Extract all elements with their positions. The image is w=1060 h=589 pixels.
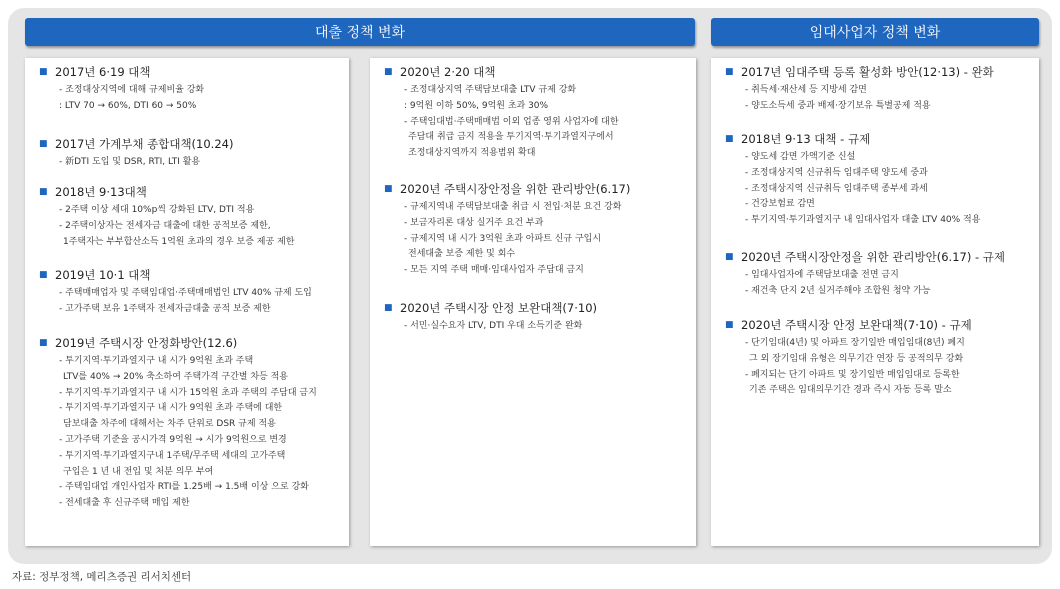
- policy-detail-line: 구입은 1 년 내 전입 및 처분 의무 부여: [63, 466, 214, 477]
- policy-detail-line: - 임대사업자에 주택담보대출 전면 금지: [745, 270, 899, 280]
- policy-detail-line: - 서민·실수요자 LTV, DTI 우대 소득기준 완화: [404, 321, 583, 331]
- policy-title: [711, 250, 1039, 265]
- policy-detail-line: - 주택임대업 개인사업자 RTI를 1.25배 → 1.5배 이상 으로 강화: [59, 482, 309, 493]
- loan-panel-left: [25, 58, 349, 546]
- policy-title: [25, 336, 349, 351]
- square-bullet-icon: ■: [39, 187, 48, 197]
- policy-section: [25, 336, 349, 512]
- policy-detail-line: - 조정대상지역 주택담보대출 LTV 규제 강화: [404, 85, 577, 95]
- policy-detail-line: - 투기지역·투기과열지구 내 시가 15억원 초과 주택의 주담대 금지: [59, 387, 317, 398]
- policy-detail-line: 1주택자는 부부합산소득 1억원 초과의 경우 보증 제공 제한: [63, 236, 295, 247]
- policy-section: [25, 268, 349, 318]
- policy-title-text: 2018년 9·13 대책 - 규제: [741, 132, 871, 146]
- policy-section: [25, 137, 349, 171]
- policy-section: [711, 250, 1039, 300]
- policy-title: [25, 268, 349, 283]
- square-bullet-icon: ■: [384, 184, 393, 194]
- square-bullet-icon: ■: [384, 67, 393, 77]
- policy-title-text: 2020년 주택시장안정을 위한 관리방안(6.17) - 규제: [741, 250, 1006, 264]
- policy-detail-line: - 양도소득세 중과 배제·장기보유 특별공제 적용: [745, 100, 931, 111]
- policy-title-text: 2019년 주택시장 안정화방안(12.6): [55, 336, 238, 350]
- square-bullet-icon: ■: [384, 303, 393, 313]
- source-note: 자료: 정부정책, 메리츠증권 리서치센터: [12, 571, 192, 583]
- policy-detail-line: - 전세대출 후 신규주택 매입 제한: [59, 498, 190, 509]
- square-bullet-icon: ■: [39, 139, 48, 149]
- policy-title: [25, 185, 349, 200]
- policy-title-text: 2020년 주택시장안정을 위한 관리방안(6.17): [400, 182, 631, 196]
- policy-title-text: 2017년 6·19 대책: [55, 65, 151, 79]
- policy-detail-line: - 조정대상지역에 대해 규제비율 강화: [59, 85, 205, 95]
- policy-detail-line: - 조정대상지역 신규취득 임대주택 종부세 과세: [745, 183, 928, 194]
- policy-title: [370, 65, 696, 80]
- policy-title-text: 2017년 임대주택 등록 활성화 방안(12·13) - 완화: [741, 65, 994, 79]
- policy-title: [370, 301, 696, 316]
- rental-panel: [711, 58, 1039, 546]
- policy-detail-line: - 모든 지역 주택 매매·임대사업자 주담대 금지: [404, 265, 584, 276]
- policy-detail-line: - 보금자리론 대상 실거주 요건 부과: [404, 217, 544, 228]
- square-bullet-icon: ■: [725, 67, 734, 77]
- policy-detail-line: - 투기지역·투기과열지구내 1주택/무주택 세대의 고가주택: [59, 450, 286, 461]
- policy-title: [711, 318, 1039, 333]
- policy-section: [711, 318, 1039, 399]
- square-bullet-icon: ■: [39, 338, 48, 348]
- policy-title-text: 2020년 주택시장 안정 보완대책(7·10): [400, 301, 598, 315]
- policy-detail-line: - 건강보험료 감면: [745, 199, 815, 210]
- square-bullet-icon: ■: [725, 134, 734, 144]
- policy-detail-line: 주담대 취급 금지 적용을 투기지역·투기과열지구에서: [408, 132, 614, 143]
- policy-detail-line: - 조정대상지역 신규취득 임대주택 양도세 중과: [745, 167, 928, 178]
- policy-detail-line: - 주택임대법·주택매매법 이외 업종 영위 사업자에 대한: [404, 116, 619, 127]
- policy-title-text: 2017년 가계부채 종합대책(10.24): [55, 137, 234, 151]
- policy-detail-line: - 新DTI 도입 및 DSR, RTI, LTI 활용: [59, 157, 201, 167]
- policy-detail-line: - 2주택 이상 세대 10%p씩 강화된 LTV, DTI 적용: [59, 205, 255, 215]
- policy-section: [370, 301, 696, 335]
- policy-title: [25, 65, 349, 80]
- policy-section: [370, 65, 696, 162]
- loan-panel-right: [370, 58, 696, 546]
- policy-title: [711, 132, 1039, 147]
- policy-detail-line: - 취득세·재산세 등 지방세 감면: [745, 85, 867, 95]
- policy-detail-line: - 투기지역·투기과열지구 내 임대사업자 대출 LTV 40% 적용: [745, 215, 981, 226]
- policy-detail-line: : LTV 70 → 60%, DTI 60 → 50%: [59, 100, 197, 111]
- policy-detail-line: LTV를 40% → 20% 축소하여 주택가격 구간별 차등 적용: [63, 371, 288, 382]
- policy-title: [25, 137, 349, 152]
- square-bullet-icon: ■: [39, 67, 48, 77]
- policy-title-text: 2020년 주택시장 안정 보완대책(7·10) - 규제: [741, 318, 972, 332]
- policy-title: [370, 182, 696, 197]
- policy-detail-line: 전세대출 보증 제한 및 회수: [408, 249, 516, 260]
- rental-policy-header: 임대사업자 정책 변화: [711, 18, 1039, 46]
- policy-section: [25, 185, 349, 250]
- policy-detail-line: - 폐지되는 단기 아파트 및 장기일반 매입임대로 등록한: [745, 369, 960, 380]
- policy-title-text: 2018년 9·13대책: [55, 185, 147, 199]
- square-bullet-icon: ■: [725, 320, 734, 330]
- policy-detail-line: 담보대출 차주에 대해서는 차주 단위로 DSR 규제 적용: [63, 419, 276, 430]
- square-bullet-icon: ■: [725, 252, 734, 262]
- policy-detail-line: - 규제지역 내 시가 3억원 초과 아파트 신규 구입시: [404, 233, 602, 244]
- policy-detail-line: - 양도세 감면 가액기준 신설: [745, 152, 856, 162]
- square-bullet-icon: ■: [39, 270, 48, 280]
- policy-section: [711, 132, 1039, 229]
- policy-section: [25, 65, 349, 115]
- policy-detail-line: - 투기지역·투기과열지구 내 시가 9억원 초과 주택에 대한: [59, 403, 283, 414]
- policy-detail-line: - 투기지역·투기과열지구 내 시가 9억원 초과 주택: [59, 356, 254, 366]
- policy-detail-line: : 9억원 이하 50%, 9억원 초과 30%: [404, 100, 549, 111]
- policy-detail-line: - 재건축 단지 2년 실거주해야 조합원 청약 가능: [745, 285, 931, 296]
- policy-section: [711, 65, 1039, 115]
- policy-detail-line: - 2주택이상자는 전세자금 대출에 대한 공적보증 제한,: [59, 220, 271, 231]
- policy-detail-line: - 고가주택 기준을 공시가격 9억원 → 시가 9억원으로 변경: [59, 434, 287, 445]
- policy-title: [711, 65, 1039, 80]
- policy-section: [370, 182, 696, 279]
- policy-title-text: 2020년 2·20 대책: [400, 65, 496, 79]
- policy-detail-line: - 단기임대(4년) 및 아파트 장기일반 매입임대(8년) 폐지: [745, 338, 965, 348]
- policy-detail-line: - 주택매매업자 및 주택임대업·주택매매법인 LTV 40% 규제 도입: [59, 288, 312, 298]
- loan-policy-header: 대출 정책 변화: [25, 18, 695, 46]
- policy-detail-line: 기존 주택은 임대의무기간 경과 즉시 자동 등록 말소: [749, 385, 952, 396]
- policy-title-text: 2019년 10·1 대책: [55, 268, 151, 282]
- policy-detail-line: - 고가주택 보유 1주택자 전세자금대출 공적 보증 제한: [59, 303, 271, 314]
- policy-detail-line: - 규제지역내 주택담보대출 취급 시 전입·처분 요건 강화: [404, 202, 622, 212]
- policy-detail-line: 조정대상지역까지 적용범위 확대: [408, 148, 536, 159]
- policy-detail-line: 그 외 장기임대 유형은 의무기간 연장 등 공적의무 강화: [749, 353, 964, 364]
